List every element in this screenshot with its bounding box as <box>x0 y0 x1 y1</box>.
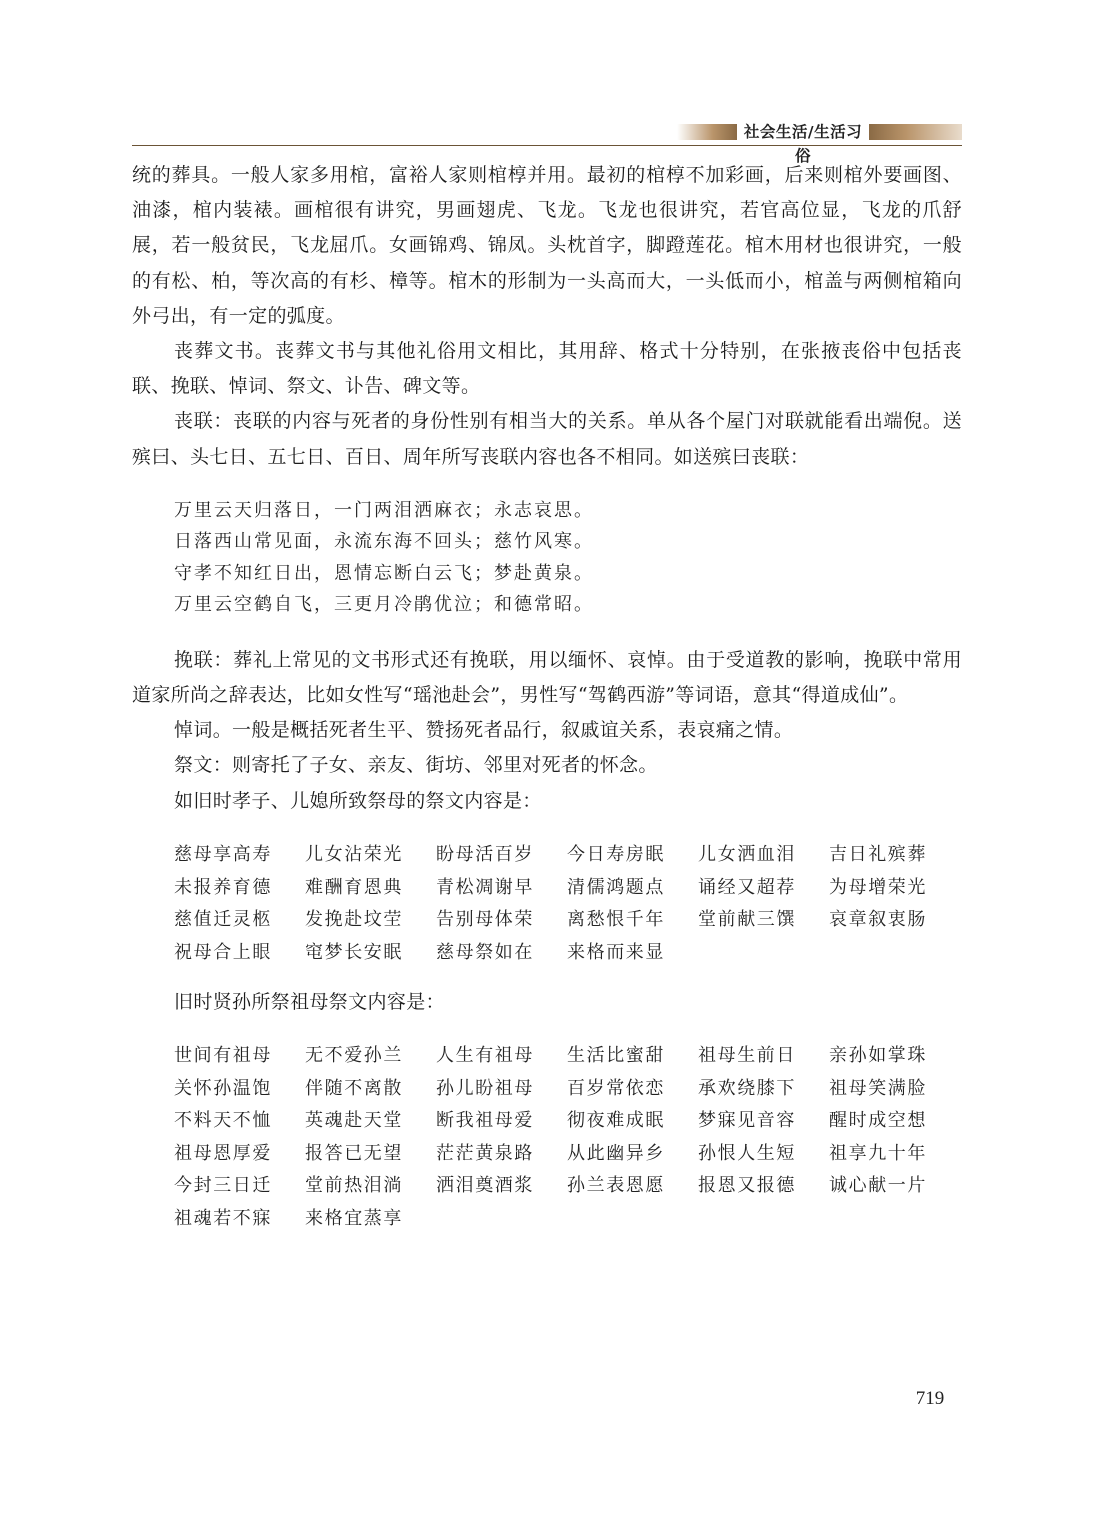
verse-phrase: 慈值迁灵柩 <box>174 909 272 931</box>
verse-phrase: 祝母合上眼 <box>174 941 272 963</box>
verse-phrase: 哀章叙衷肠 <box>829 909 927 931</box>
paragraph-elegiac-couplets: 挽联：葬礼上常见的文书形式还有挽联，用以缅怀、哀悼。由于受道教的影响，挽联中常用道家所尚之辞表达，比如女性写“瑶池赴会”，男性写“驾鹤西游”等词语，意其“得道成仙”。 <box>132 648 962 707</box>
verse-row <box>174 1201 962 1234</box>
header-decor-bar-right <box>869 124 962 140</box>
verse-phrase: 告别母体荣 <box>436 909 534 931</box>
verse-phrase: 关怀孙温饱 <box>174 1077 272 1099</box>
header-title: 社会生活/生活习俗 <box>743 123 863 165</box>
couplet-line: 万里云天归落日，一门两泪洒麻衣；永志哀思。 <box>174 499 594 521</box>
verse-phrase: 孙兰表恩愿 <box>567 1175 665 1197</box>
verse-phrase: 青松凋谢早 <box>436 876 534 898</box>
verse-phrase: 无不爱孙兰 <box>305 1045 403 1067</box>
verse-phrase: 断我祖母爱 <box>436 1110 534 1132</box>
verse-phrase: 不料天不恤 <box>174 1110 272 1132</box>
verse-phrase: 堂前热泪淌 <box>305 1175 403 1197</box>
verse-row <box>174 1168 962 1201</box>
paragraph-grandmother-intro: 旧时贤孙所祭祖母祭文内容是： <box>174 990 445 1013</box>
mother-memorial-verse <box>132 837 962 967</box>
paragraph-mourning-couplets: 丧联：丧联的内容与死者的身份性别有相当大的关系。单从各个屋门对联就能看出端倪。送殡曰、头七日、五七日、百日、周年所写丧联内容也各不相同。如送殡曰丧联： <box>132 410 962 468</box>
verse-row <box>174 837 962 870</box>
verse-phrase: 堂前献三馔 <box>698 909 796 931</box>
verse-phrase: 祖母生前日 <box>698 1045 796 1067</box>
verse-phrase: 慈母祭如在 <box>436 941 534 963</box>
verse-phrase: 孙恨人生短 <box>698 1142 796 1164</box>
verse-row <box>174 902 962 935</box>
running-header <box>132 120 962 165</box>
verse-phrase: 生活比蜜甜 <box>567 1045 665 1067</box>
verse-phrase: 慈母享高寿 <box>174 844 272 866</box>
verse-phrase: 醒时成空想 <box>829 1110 927 1132</box>
verse-phrase: 今封三日迁 <box>174 1175 272 1197</box>
verse-row <box>174 1103 962 1136</box>
verse-phrase: 未报养育德 <box>174 876 272 898</box>
verse-phrase: 清儒鸿题点 <box>567 876 665 898</box>
paragraph-coffin: 统的葬具。一般人家多用棺，富裕人家则棺椁并用。最初的棺椁不加彩画，后来则棺外要画图、油漆，棺内装裱。画棺很有讲究，男画翅虎、飞龙。飞龙也很讲究，若官高位显，飞龙的爪舒展，若一般贫民，飞龙屈爪。女画锦鸡、锦凤。头枕首字，脚蹬莲花。棺木用材也很讲究，一般的有松、柏，等次高的有杉、樟等。棺木的形制为一头高而大，一头低而小，棺盖与两侧棺箱向外弓出，有一定的弧度。 <box>132 164 962 327</box>
header-decor-bar-left <box>677 124 737 140</box>
couplet-line: 日落西山常见面，永流东海不回头；慈竹风寒。 <box>174 531 594 553</box>
verse-row <box>174 1071 962 1104</box>
verse-row <box>174 1136 962 1169</box>
verse-phrase: 祖享九十年 <box>829 1142 927 1164</box>
verse-phrase: 英魂赴天堂 <box>305 1110 403 1132</box>
verse-phrase: 祖母恩厚爱 <box>174 1142 272 1164</box>
verse-phrase: 世间有祖母 <box>174 1045 272 1067</box>
verse-phrase: 吉日礼殡葬 <box>829 844 927 866</box>
verse-phrase: 从此幽异乡 <box>567 1142 665 1164</box>
verse-phrase: 梦寐见音容 <box>698 1110 796 1132</box>
verse-phrase: 孙儿盼祖母 <box>436 1077 534 1099</box>
verse-phrase: 承欢绕膝下 <box>698 1077 796 1099</box>
paragraph-funeral-documents: 丧葬文书。丧葬文书与其他礼俗用文相比，其用辞、格式十分特别，在张掖丧俗中包括丧联、挽联、悼词、祭文、讣告、碑文等。 <box>132 340 962 398</box>
verse-phrase: 茫茫黄泉路 <box>436 1142 534 1164</box>
paragraph-memorial-text: 祭文：则寄托了子女、亲友、街坊、邻里对死者的怀念。 <box>174 754 658 777</box>
verse-phrase: 来格而来显 <box>567 941 665 963</box>
verse-phrase: 来格宜蒸享 <box>305 1207 403 1229</box>
verse-phrase: 百岁常依恋 <box>567 1077 665 1099</box>
paragraph-mother-intro: 如旧时孝子、儿媳所致祭母的祭文内容是： <box>174 789 542 812</box>
page-body <box>132 158 962 1233</box>
verse-phrase: 人生有祖母 <box>436 1045 534 1067</box>
verse-phrase: 为母增荣光 <box>829 876 927 898</box>
verse-phrase: 祖母笑满脸 <box>829 1077 927 1099</box>
verse-phrase: 亲孙如掌珠 <box>829 1045 927 1067</box>
verse-phrase: 窀梦长安眠 <box>305 941 403 963</box>
verse-phrase: 盼母活百岁 <box>436 844 534 866</box>
verse-row <box>174 934 962 967</box>
paragraph-eulogy: 悼词。一般是概括死者生平、赞扬死者品行，叙戚谊关系，表哀痛之情。 <box>174 719 794 742</box>
verse-phrase: 离愁恨千年 <box>567 909 665 931</box>
verse-phrase: 发挽赴坟茔 <box>305 909 403 931</box>
header-rule <box>132 145 962 146</box>
verse-phrase: 洒泪奠酒浆 <box>436 1175 534 1197</box>
verse-phrase: 彻夜难成眠 <box>567 1110 665 1132</box>
verse-row <box>174 869 962 902</box>
couplet-line: 万里云空鹤自飞，三更月冷鹃优泣；和德常昭。 <box>174 594 594 616</box>
verse-phrase: 今日寿房眠 <box>567 844 665 866</box>
grandmother-memorial-verse <box>132 1038 962 1233</box>
verse-phrase: 报答已无望 <box>305 1142 403 1164</box>
verse-phrase: 报恩又报德 <box>698 1175 796 1197</box>
verse-phrase: 儿女沾荣光 <box>305 844 403 866</box>
couplet-list <box>132 495 962 621</box>
couplet-line: 守孝不知红日出，恩情忘断白云飞；梦赴黄泉。 <box>174 562 594 584</box>
verse-phrase: 儿女洒血泪 <box>698 844 796 866</box>
verse-phrase: 祖魂若不寐 <box>174 1207 272 1229</box>
verse-row <box>174 1038 962 1071</box>
verse-phrase: 诚心献一片 <box>829 1175 927 1197</box>
verse-phrase: 诵经又超荐 <box>698 876 796 898</box>
verse-phrase: 难酬育恩典 <box>305 876 403 898</box>
page-number: 719 <box>915 1388 945 1409</box>
verse-phrase: 伴随不离散 <box>305 1077 403 1099</box>
